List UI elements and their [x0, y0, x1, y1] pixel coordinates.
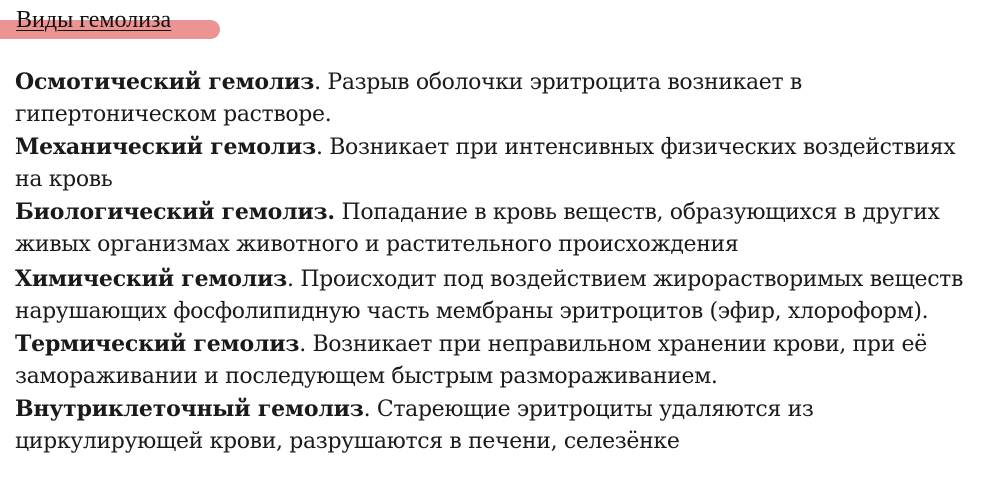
entry-text: . Разрыв оболочки эритроцита возникает в гипертоническом растворе.: [15, 70, 802, 127]
hemolysis-types-list: [15, 66, 975, 458]
entry-term: Внутриклеточный гемолиз: [15, 396, 364, 422]
entry-chemical: [15, 263, 975, 328]
entry-text: . Возникает при интенсивных физических воздействиях на кровь: [15, 135, 956, 192]
entry-text: . Стареющие эритроциты удаляются из циркулирующей крови, разрушаются в печени, селезёнке: [15, 397, 814, 454]
entry-osmotic: [15, 66, 975, 131]
entry-text: . Происходит под воздействием жирорастворимых веществ нарушающих фосфолипидную часть мембраны эритроцитов (эфир, хлороформ).: [15, 267, 964, 324]
entry-term: Осмотический гемолиз: [15, 69, 315, 95]
entry-term: Биологический гемолиз.: [15, 199, 335, 225]
entry-term: Механический гемолиз: [15, 134, 316, 160]
entry-intracellular: [15, 393, 975, 458]
entry-text: Попадание в кровь веществ, образующихся в других живых организмах животного и растительного происхождения: [15, 200, 940, 257]
entry-term: Химический гемолиз: [15, 266, 288, 292]
title-block: [0, 6, 171, 38]
entry-text: . Возникает при неправильном хранении крови, при её замораживании и последующем быстрым размораживанием.: [15, 332, 927, 389]
entry-mechanical: [15, 131, 975, 196]
entry-biological: [15, 196, 975, 261]
entry-term: Термический гемолиз: [15, 331, 300, 357]
entry-thermal: [15, 328, 975, 393]
page-title: Виды гемолиза: [16, 7, 172, 33]
